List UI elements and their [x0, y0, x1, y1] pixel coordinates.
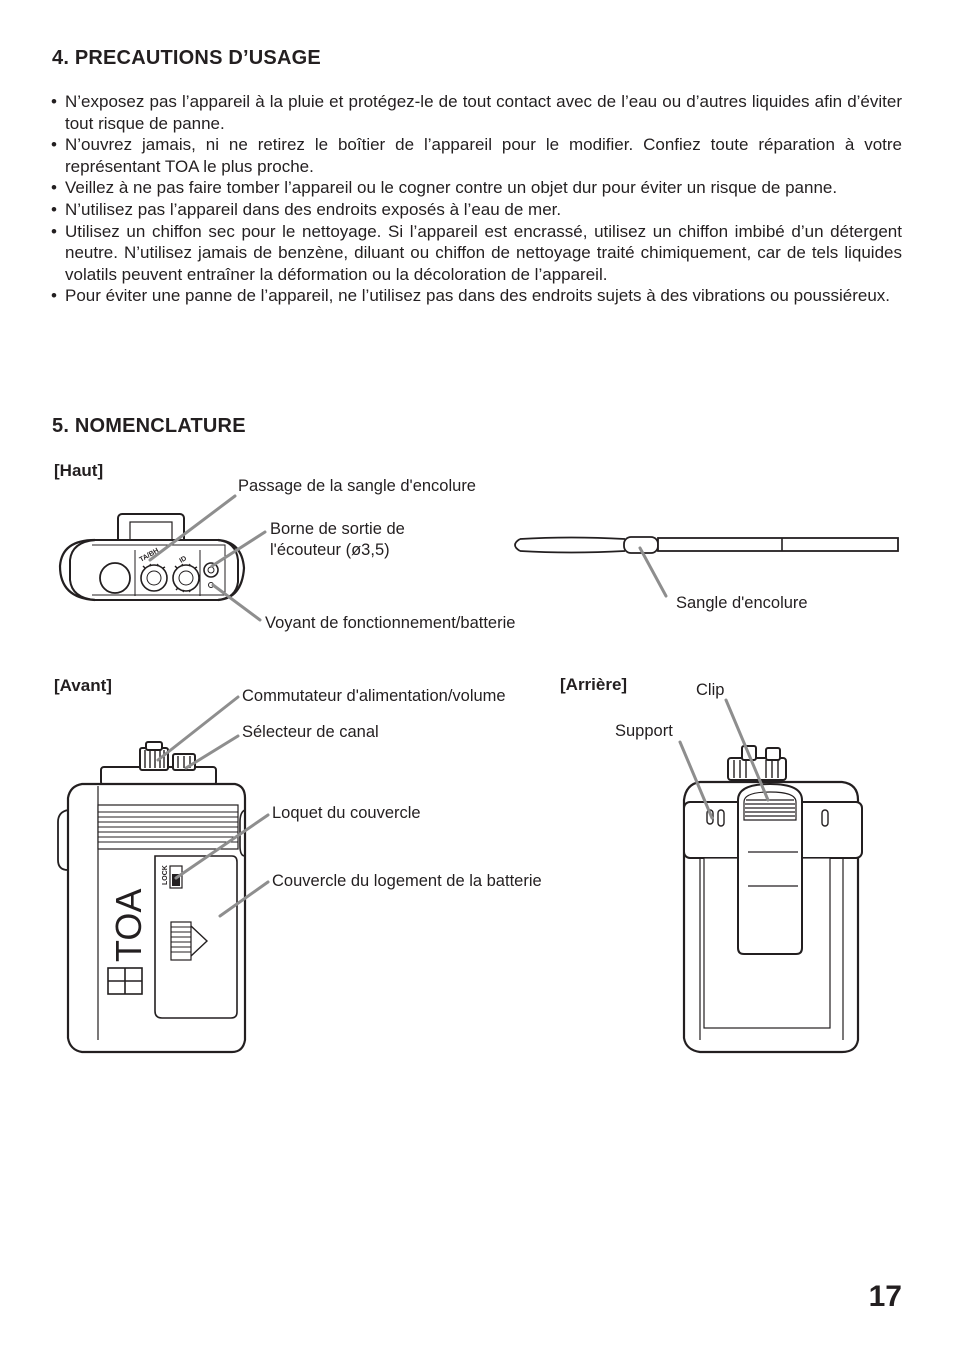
list-item: • Veillez à ne pas faire tomber l’appareil ou le cogner contre un objet dur pour éviter un risque de panne. [50, 177, 902, 199]
label-earphone-line1: Borne de sortie de [270, 520, 405, 538]
label-clip: Clip [696, 681, 725, 699]
lock-mark: LOCK [162, 865, 169, 885]
rear-view-heading: [Arrière] [560, 675, 628, 694]
front-view-heading: [Avant] [54, 676, 112, 695]
top-view-heading: [Haut] [54, 461, 104, 480]
brand-logo: TOA [108, 888, 149, 962]
label-neck-strap: Sangle d'encolure [676, 594, 808, 612]
device-mark-id: ID [178, 555, 189, 565]
list-item: • Pour éviter une panne de l’appareil, ne l’utilisez pas dans des endroits sujets à des vibrations ou poussiéreux. [50, 285, 902, 307]
label-power-volume: Commutateur d'alimentation/volume [242, 687, 506, 705]
label-battery-cover: Couvercle du logement de la batterie [272, 872, 542, 890]
front-view-device [58, 742, 245, 1052]
list-item: • N’utilisez pas l’appareil dans des endroits exposés à l’eau de mer. [50, 199, 902, 221]
label-strap-passage: Passage de la sangle d'encolure [238, 477, 476, 495]
section-4-title: 4. PRECAUTIONS D’USAGE [52, 47, 321, 69]
label-indicator: Voyant de fonctionnement/batterie [265, 614, 516, 632]
label-cover-latch: Loquet du couvercle [272, 804, 421, 822]
neck-strap-illustration [515, 537, 898, 553]
list-item: • Utilisez un chiffon sec pour le nettoyage. Si l’appareil est encrassé, utilisez un chiffon imbibé d’un détergent neutre. N’utilisez jamais de benzène, diluant ou chiffon de nettoyage traité chimiquement, car de tels liquides volatils peuvent entraîner la déformation ou la décoloration de l’appareil. [50, 221, 902, 286]
list-item: • N’ouvrez jamais, ni ne retirez le boîtier de l’appareil pour le modifier. Confiez toute réparation à votre représentant TOA le plus proche. [50, 134, 902, 177]
list-item: • N’exposez pas l’appareil à la pluie et protégez-le de tout contact avec de l’eau ou d’autres liquides afin d’éviter tout risque de panne. [50, 91, 902, 134]
rear-view-device [684, 746, 862, 1052]
device-mark-ta: TA/BH [138, 547, 161, 564]
label-earphone-line2: l'écouteur (ø3,5) [270, 541, 390, 559]
label-channel: Sélecteur de canal [242, 723, 379, 741]
section-5-title: 5. NOMENCLATURE [52, 415, 246, 437]
page-number: 17 [868, 1280, 902, 1313]
label-support: Support [615, 722, 673, 740]
